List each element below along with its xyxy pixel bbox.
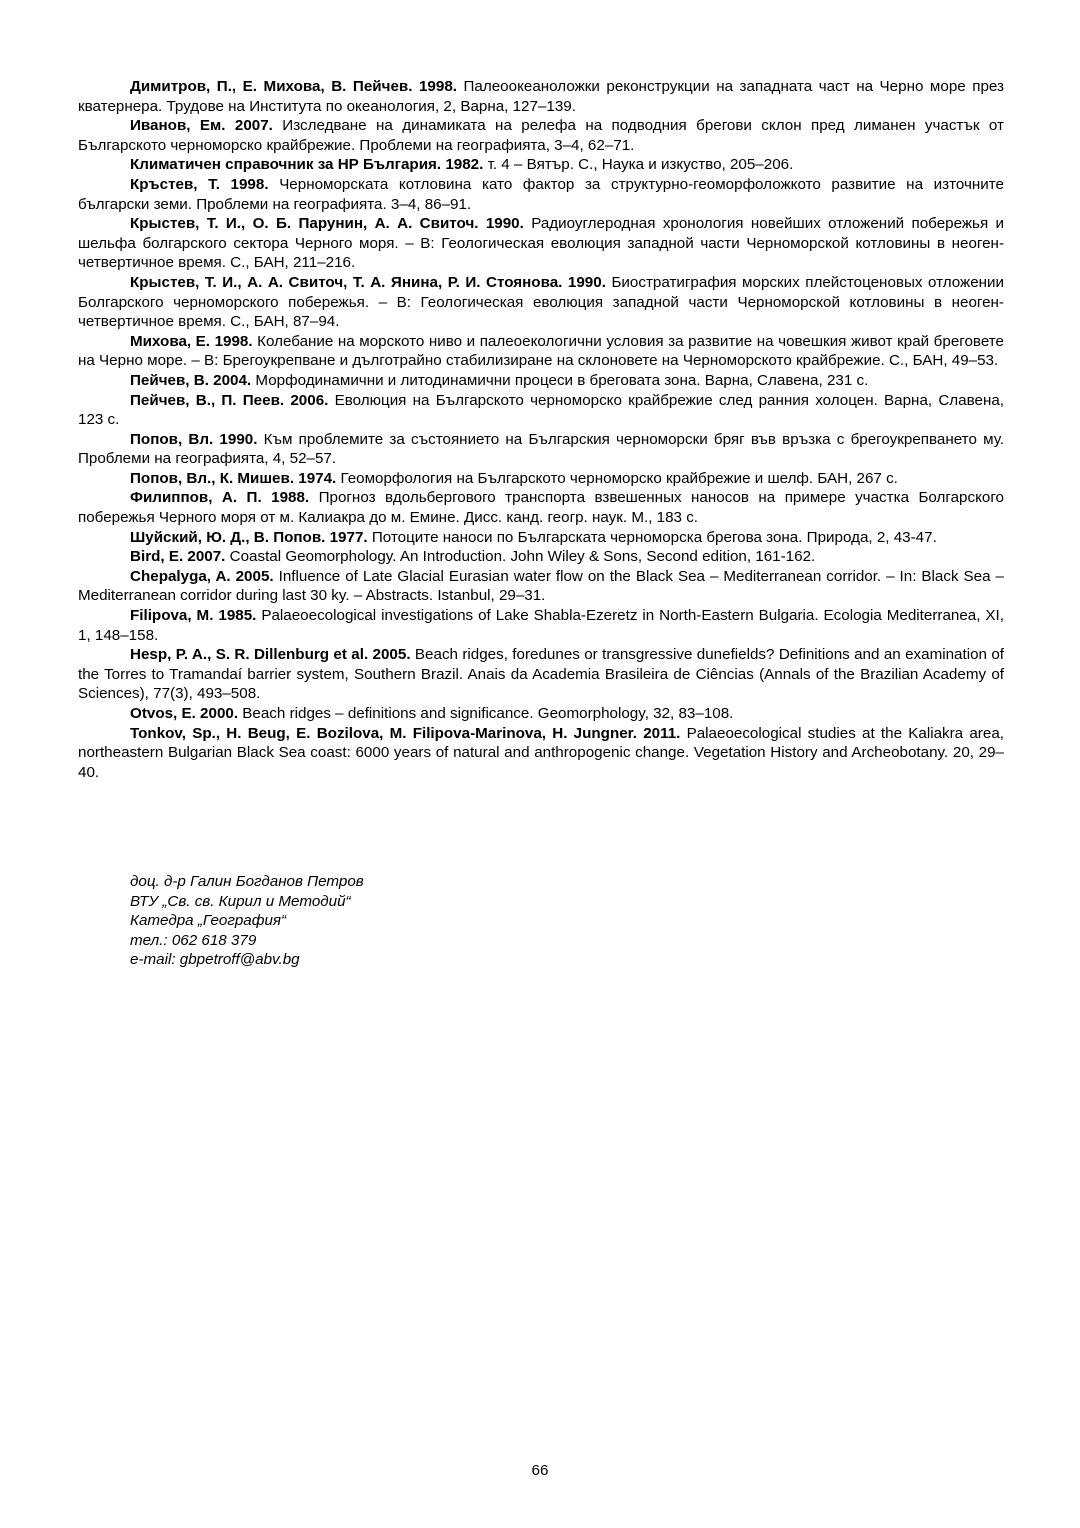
reference-authors: Иванов, Ем. 2007. [130, 117, 273, 135]
reference-authors: Пейчев, В. 2004. [130, 371, 252, 389]
reference-text: Influence of Late Glacial Eurasian water flow on the Black Sea – Mediterranean corridor. – In: Black Sea – Mediterranean corridor during last 30 ky. – Abstracts. Istanbul, 29–31. [78, 567, 1004, 605]
reference-authors: Hesp, P. A., S. R. Dillenburg et al. 2005. [130, 646, 411, 664]
reference-authors: Кръстев, Т. 1998. [130, 175, 269, 193]
reference-authors: Попов, Вл., К. Мишев. 1974. [130, 469, 337, 487]
reference-authors: Шуйский, Ю. Д., В. Попов. 1977. [130, 528, 368, 546]
reference-item [78, 528, 1004, 548]
reference-item [78, 77, 1004, 116]
reference-authors: Крыстев, Т. И., О. Б. Парунин, А. А. Свиточ. 1990. [130, 215, 524, 233]
reference-text: Прогноз вдольбергового транспорта взвешенных наносов на примере участка Болгарского побережья Черного моря от м. Калиакра до м. Емине. Дисс. канд. геогр. наук. М., 183 с. [78, 489, 1005, 527]
reference-text: Beach ridges, foredunes or transgressive dunefields? Definitions and an examination of the Torres to Tramandaí barrier system, Southern Brazil. Anais da Academia Brasileira de Ciências (Annals of the Brazilian Academy of Sciences), 77(3), 493–508. [78, 646, 1005, 703]
reference-authors: Bird, E. 2007. [130, 548, 226, 566]
reference-item [78, 332, 1004, 371]
reference-text: Черноморската котловина като фактор за структурно-геоморфоложкото развитие на източните български земи. Проблеми на географията. 3–4, 86–91. [78, 175, 1005, 213]
reference-item [78, 273, 1004, 332]
reference-text: Palaeoecological investigations of Lake Shabla-Ezeretz in North-Eastern Bulgaria. Ecologia Mediterranea, XI, 1, 148–158. [78, 607, 1004, 644]
reference-item [78, 116, 1004, 155]
reference-authors: Крыстев, Т. И., А. А. Свиточ, Т. А. Янина, Р. И. Стоянова. 1990. [130, 273, 606, 291]
reference-authors: Михова, Е. 1998. [130, 332, 253, 350]
reference-text: Beach ridges – definitions and significance. Geomorphology, 32, 83–108. [238, 705, 734, 722]
reference-item [78, 155, 1004, 175]
reference-text: Морфодинамични и литодинамични процеси в бреговата зона. Варна, Славена, 231 с. [251, 371, 869, 389]
reference-text: Изследване на динамиката на релефа на подводния брегови склон пред лиманен участък от Българското черноморско крайбрежие. Проблеми на географията, 3–4, 62–71. [78, 117, 1004, 154]
reference-text: Биостратиграфия морских плейстоценовых отложении Болгарского черноморского побережья. – В: Геологическая еволюция западной части Черноморской котловины в неоген-четвертичное время. С., БАН, 87–94. [78, 273, 1004, 331]
author-university: ВТУ „Св. св. Кирил и Методий“ [130, 892, 351, 910]
page-number: 66 [531, 1462, 549, 1479]
reference-text: Палеоокеаноложки реконструкции на западната част на Черно море през кватернера. Трудове на Института по океанология, 2, Варна, 127–139. [78, 78, 1004, 115]
reference-authors: Otvos, E. 2000. [130, 705, 239, 722]
reference-text: Потоците наноси по Българската черноморска брегова зона. Природа, 2, 43-47. [367, 528, 937, 546]
reference-item [78, 645, 1004, 704]
reference-authors: Chepalyga, A. 2005. [130, 567, 274, 585]
reference-text: Геоморфология на Българското черноморско крайбрежие и шелф. БАН, 267 с. [336, 469, 898, 487]
author-name: доц. д-р Галин Богданов Петров [130, 873, 364, 890]
reference-authors: Пейчев, В., П. Пеев. 2006. [130, 391, 329, 409]
reference-text: Coastal Geomorphology. An Introduction. John Wiley & Sons, Second edition, 161-162. [225, 548, 816, 566]
reference-item [78, 371, 1004, 391]
reference-text: Palaeoecological studies at the Kaliakra area, northeastern Bulgarian Black Sea coast: 6000 years of natural and anthropogenic change. Vegetation History and Archeobotany. 20, 29–40. [78, 724, 1004, 781]
reference-item [78, 391, 1004, 430]
reference-item [78, 547, 1004, 567]
reference-item [78, 567, 1004, 606]
references-list [78, 77, 1004, 782]
reference-authors: Попов, Вл. 1990. [130, 430, 258, 448]
reference-item [78, 214, 1004, 273]
reference-item [78, 704, 1004, 724]
reference-item [78, 430, 1004, 469]
reference-item [78, 724, 1004, 783]
reference-item [78, 606, 1004, 645]
reference-text: Еволюция на Българското черноморско крайбрежие след ранния холоцен. Варна, Славена, 123 с. [78, 391, 1005, 429]
reference-authors: Филиппов, А. П. 1988. [130, 489, 310, 507]
reference-authors: Tonkov, Sp., H. Beug, E. Bozilova, M. Filipova-Marinova, H. Jungner. 2011. [130, 724, 681, 742]
reference-text: Радиоуглеродная хронология новейших отложений побережья и шельфа болгарского сектора Черного моря. – В: Геологическая еволюция западной части Черноморской котловины в неоген-четвертичное время. С., БАН, 211–216. [78, 215, 1005, 272]
reference-item [78, 175, 1004, 214]
reference-item [78, 469, 1004, 489]
reference-item [78, 488, 1004, 527]
author-phone: тел.: 062 618 379 [130, 931, 257, 949]
author-department: Катедра „География“ [130, 912, 287, 930]
author-signature-block [130, 872, 630, 970]
reference-authors: Климатичен справочник за НР България. 1982. [130, 156, 484, 174]
reference-text: т. 4 – Вятър. С., Наука и изкуство, 205–206. [483, 156, 794, 174]
reference-authors: Filipova, M. 1985. [130, 607, 257, 625]
author-email: e-mail: gbpetroff@abv.bg [130, 951, 300, 969]
reference-text: Колебание на морското ниво и палеоекологични условия за развитие на човешкия живот край бреговете на Черно море. – В: Брегоукрепване и дълготрайно стабилизиране на склоновете на Черноморското крайбрежие. С., БАН, 49–53. [78, 332, 1004, 370]
reference-authors: Димитров, П., Е. Михова, В. Пейчев. 1998. [130, 78, 457, 95]
reference-text: Към проблемите за състоянието на Българския черноморски бряг във връзка с брегоукрепването му. Проблеми на географията, 4, 52–57. [78, 430, 1005, 468]
